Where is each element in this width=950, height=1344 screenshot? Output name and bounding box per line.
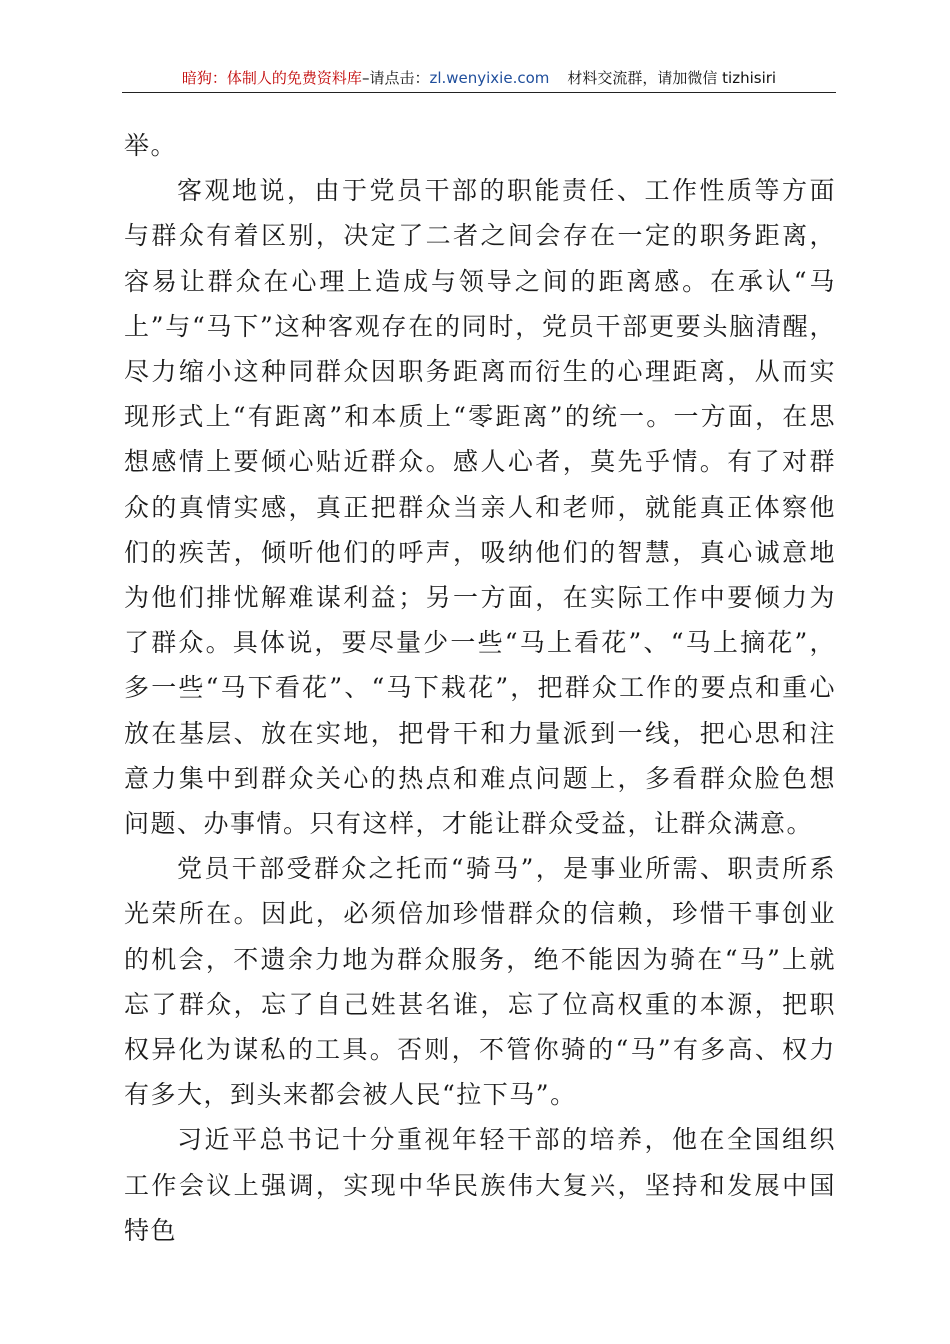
header-link[interactable]: zl.wenyixie.com <box>429 69 550 87</box>
page-header <box>122 64 836 93</box>
header-brand: 暗狗：体制人的免费资料库 <box>181 69 362 87</box>
paragraph: 客观地说，由于党员干部的职能责任、工作性质等方面与群众有着区别，决定了二者之间会存在一定的职务距离，容易让群众在心理上造成与领导之间的距离感。在承认“马上”与“马下”这种客观存在的同时，党员干部更要头脑清醒，尽力缩小这种同群众因职务距离而衍生的心理距离，从而实现形式上“有距离”和本质上“零距离”的统一。一方面，在思想感情上要倾心贴近群众。感人心者，莫先乎情。有了对群众的真情实感，真正把群众当亲人和老师，就能真正体察他们的疾苦，倾听他们的呼声，吸纳他们的智慧，真心诚意地为他们排忧解难谋利益；另一方面，在实际工作中要倾力为了群众。具体说，要尽量少一些“马上看花”、“马上摘花”，多一些“马下看花”、“马下栽花”，把群众工作的要点和重心放在基层、放在实地，把骨干和力量派到一线，把心思和注意力集中到群众关心的热点和难点问题上，多看群众脸色想问题、办事情。只有这样，才能让群众受益，让群众满意。 <box>124 176 836 839</box>
document-body <box>124 123 836 1253</box>
paragraph-continuation: 举。 <box>124 131 178 160</box>
paragraph: 习近平总书记十分重视年轻干部的培养，他在全国组织工作会议上强调，实现中华民族伟大复兴，坚持和发展中国特色 <box>124 1125 836 1245</box>
header-exchange-note: 材料交流群，请加微信 tizhisiri <box>567 69 777 87</box>
paragraph: 党员干部受群众之托而“骑马”，是事业所需、职责所系光荣所在。因此，必须倍加珍惜群众的信赖，珍惜干事创业的机会，不遗余力地为群众服务，绝不能因为骑在“马”上就忘了群众，忘了自己姓甚名谁，忘了位高权重的本源，把职权异化为谋私的工具。否则，不管你骑的“马”有多高、权力有多大，到头来都会被人民“拉下马”。 <box>124 854 836 1110</box>
header-click-label: –请点击： <box>361 69 430 87</box>
